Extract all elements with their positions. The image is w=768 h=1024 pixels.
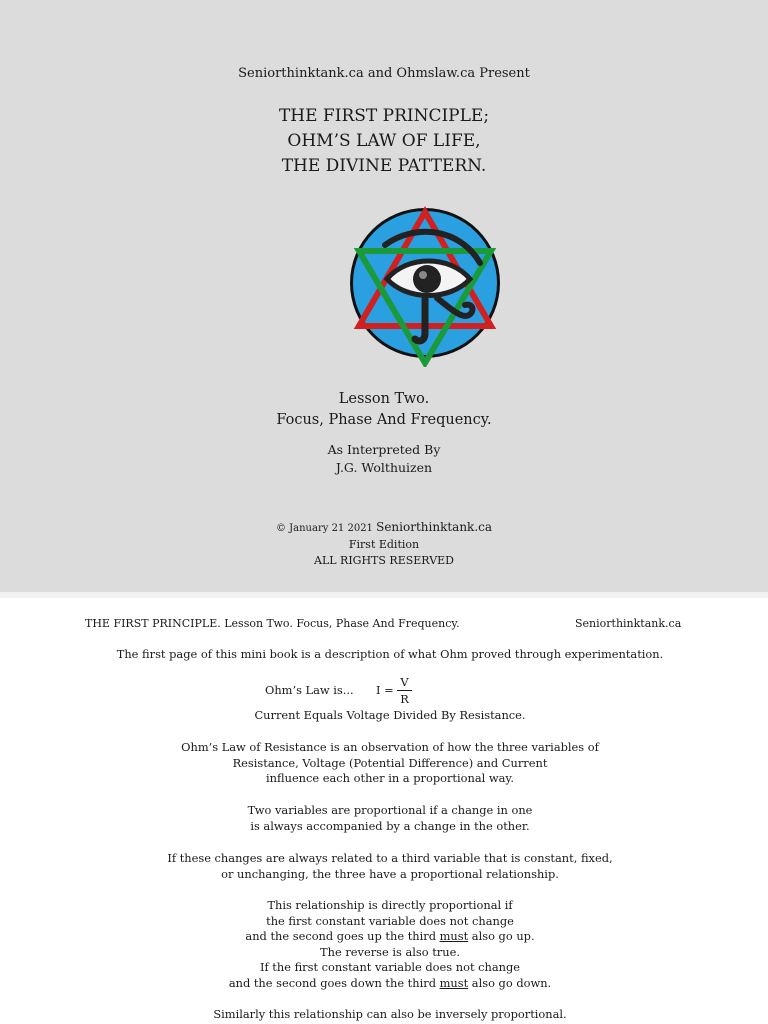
ohms-law-label: Ohm’s Law is...: [265, 683, 354, 697]
text-line: This relationship is directly proportional if: [267, 898, 513, 912]
third-variable-paragraph: [60, 851, 720, 882]
copyright-date: © January 21 2021: [275, 523, 377, 534]
formula-fraction: [397, 675, 412, 706]
lesson-number: Lesson Two.: [338, 391, 430, 407]
text-segment: also go down.: [468, 975, 552, 990]
text-segment: and the second goes down the third: [228, 975, 440, 990]
text-line: Ohm’s Law of Resistance is an observation of how the three variables of: [181, 740, 599, 754]
fraction-bar: [397, 690, 412, 691]
content-page: [0, 598, 768, 1024]
emphasis-must: must: [439, 929, 469, 944]
text-line: If these changes are always related to a third variable that is constant, fixed,: [167, 851, 613, 865]
author-block: [42, 441, 726, 477]
current-definition: Current Equals Voltage Divided By Resistance.: [254, 708, 526, 722]
presenters-line: Seniorthinktank.ca and Ohmslaw.ca Present: [238, 66, 530, 81]
intro-paragraph: The first page of this mini book is a description of what Ohm proved through experimentation.: [116, 647, 664, 661]
eye-of-horus-star-of-david-icon: [345, 203, 505, 367]
running-head-title: THE FIRST PRINCIPLE. Lesson Two. Focus, Phase And Frequency.: [85, 617, 460, 630]
formula-lhs: I =: [376, 683, 394, 697]
text-line: or unchanging, the three have a proportional relationship.: [221, 866, 559, 881]
text-line: Two variables are proportional if a change in one: [247, 803, 533, 817]
interpreted-by: As Interpreted By: [327, 442, 441, 457]
title-line: OHM’S LAW OF LIFE,: [287, 131, 481, 151]
text-line: [60, 976, 720, 992]
text-line: is always accompanied by a change in the other.: [250, 818, 530, 833]
inverse-proportion-line: Similarly this relationship can also be inversely proportional.: [213, 1007, 567, 1021]
title-line: THE FIRST PRINCIPLE;: [278, 106, 490, 126]
rights: ALL RIGHTS RESERVED: [314, 554, 454, 567]
text-line: the first constant variable does not change: [266, 913, 514, 928]
text-line: influence each other in a proportional way.: [266, 771, 514, 786]
lesson-heading: [42, 389, 726, 431]
title-line: THE DIVINE PATTERN.: [281, 156, 487, 176]
copyright-line: [42, 519, 726, 537]
book-title: [42, 104, 726, 179]
lesson-subtitle: Focus, Phase And Frequency.: [276, 412, 492, 428]
formula-denominator: R: [400, 692, 409, 706]
running-head-site: Seniorthinktank.ca: [575, 617, 682, 630]
resistance-paragraph: [60, 740, 720, 787]
text-segment: and the second goes up the third: [245, 929, 440, 944]
text-segment: also go up.: [468, 929, 535, 944]
text-line: The reverse is also true.: [320, 944, 460, 959]
text-line: [60, 929, 720, 945]
copyright-site: Seniorthinktank.ca: [376, 520, 493, 534]
copyright-block: [42, 519, 726, 569]
text-line: Resistance, Voltage (Potential Difference) and Current: [232, 755, 548, 770]
author-name: J.G. Wolthuizen: [335, 460, 433, 475]
emphasis-must: must: [439, 975, 469, 990]
edition: First Edition: [348, 538, 420, 551]
formula-numerator: V: [400, 675, 409, 689]
two-variables-paragraph: [60, 803, 720, 834]
direct-proportion-paragraph: [60, 898, 720, 992]
text-line: If the first constant variable does not change: [259, 960, 521, 975]
